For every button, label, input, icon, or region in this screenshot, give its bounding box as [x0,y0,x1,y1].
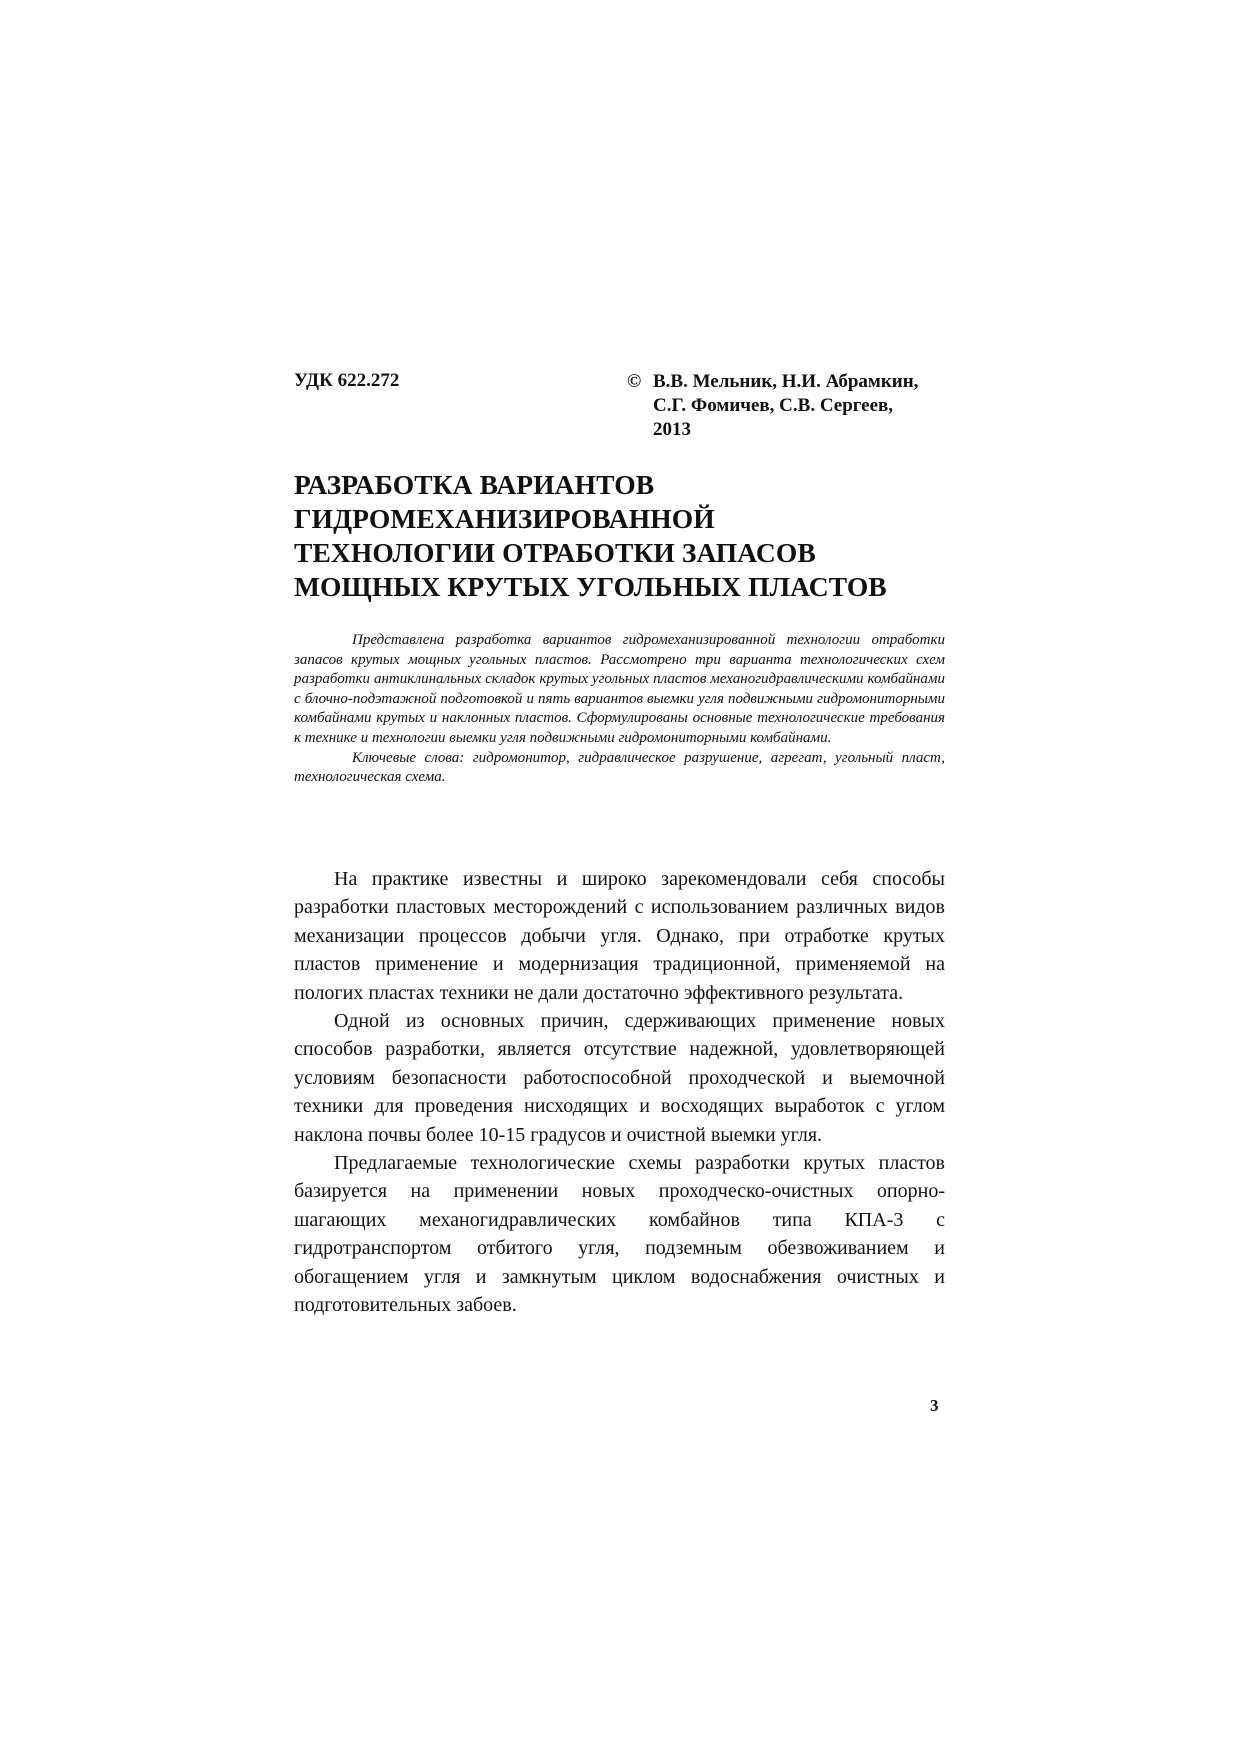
udc-code: УДК 622.272 [294,370,400,391]
keywords: Ключевые слова: гидромонитор, гидравлическое разрушение, агрегат, угольный пласт, технологическая схема. [294,749,945,786]
abstract-text: Представлена разработка вариантов гидромеханизированной технологии отработки запасов крутых мощных угольных пластов. Рассмотрено три варианта технологических схем разработки антиклинальных складок крутых угольных пластов механогидравлическими комбайнами с блочно-подэтажной подготовкой и пять вариантов выемки угля подвижными гидромониторными комбайнами крутых и наклонных пластов. Сформулированы основные технологические требования к технике и технологии выемки угля подвижными гидромониторными комбайнами. [294,632,945,746]
paragraph-2: Одной из основных причин, сдерживающих применение новых способов разработки, является отсутствие надежной, удовлетворяющей условиям безопасности работоспособной проходческой и выемочной техники для проведения нисходящих и восходящих выработок с углом наклона почвы более 10-15 градусов и очистной выемки угля. [294,1010,945,1146]
publication-year: 2013 [653,419,691,440]
page-number: 3 [930,1396,939,1415]
authors-copyright [627,370,967,442]
body-text [294,865,945,1320]
title-line-4: МОЩНЫХ КРУТЫХ УГОЛЬНЫХ ПЛАСТОВ [294,571,887,602]
authors-line-1: В.В. Мельник, Н.И. Абрамкин, [653,371,919,392]
copyright-icon: © [627,371,642,392]
paragraph-1: На практике известны и широко зарекомендовали себя способы разработки пластовых месторождений с использованием различных видов механизации процессов добычи угля. Однако, при отработке крутых пластов применение и модернизация традиционной, применяемой на пологих пластах техники не дали достаточно эффективного результата. [294,868,945,1004]
article-title [294,468,954,604]
abstract [294,631,945,788]
title-line-3: ТЕХНОЛОГИИ ОТРАБОТКИ ЗАПАСОВ [294,537,816,568]
authors-line-2: С.Г. Фомичев, С.В. Сергеев, [653,395,894,416]
title-line-1: РАЗРАБОТКА ВАРИАНТОВ [294,469,655,500]
paragraph-3: Предлагаемые технологические схемы разработки крутых пластов базируется на применении новых проходческо-очистных опорно-шагающих механогидравлических комбайнов типа КПА-3 с гидротранспортом отбитого угля, подземным обезвоживанием и обогащением угля и замкнутым циклом водоснабжения очистных и подготовительных забоев. [294,1152,945,1317]
title-line-2: ГИДРОМЕХАНИЗИРОВАННОЙ [294,503,715,534]
